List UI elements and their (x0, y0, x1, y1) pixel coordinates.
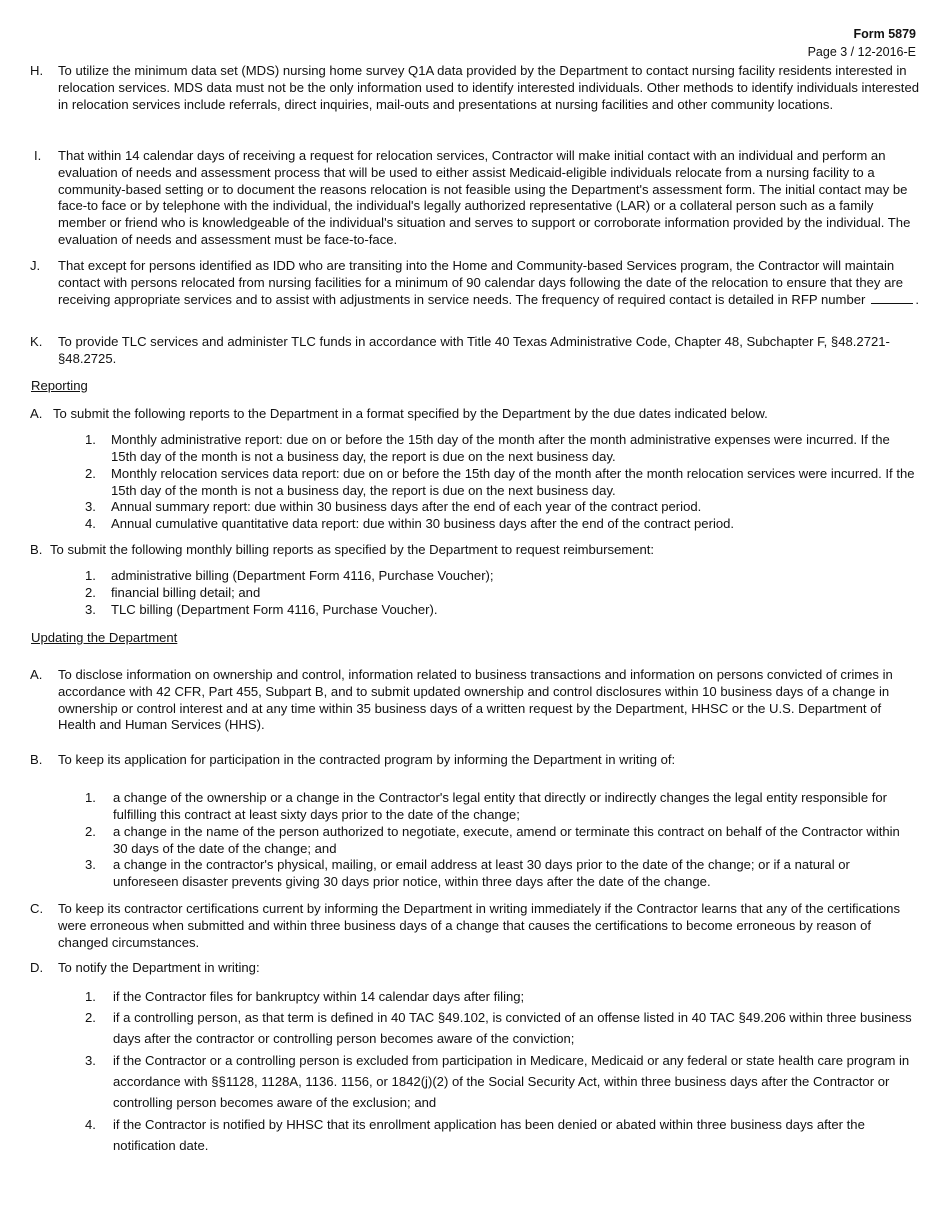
clause-text: That except for persons identified as IDD who are transiting into the Home and Community-based Services program, the Contractor will maintain contact with persons relocated from nursing facilities for a minimum of 90 calendar days following the date of the relocation to ensure that they are receiving appropriate services and to assist with adjustments in service needs. The frequency of required contact is detailed in RFP number (58, 258, 903, 307)
item-text: Annual summary report: due within 30 business days after the end of each year of the contract period. (111, 499, 702, 514)
item-text: administrative billing (Department Form 4116, Purchase Voucher); (111, 568, 494, 583)
reporting-a-item (85, 516, 915, 533)
updating-d-item (85, 986, 917, 1007)
item-number: 3. (85, 1053, 96, 1068)
item-number: 2. (85, 824, 96, 839)
updating-d-item (85, 1007, 917, 1049)
updating-heading: Updating the Department (31, 630, 178, 645)
updating-d-item (85, 1050, 917, 1114)
item-text: if a controlling person, as that term is defined in 40 TAC §49.102, is convicted of an offense listed in 40 TAC §49.206 within three business days after the contractor or controlling person becomes aware of the conviction; (113, 1010, 912, 1047)
item-number: 1. (85, 989, 96, 1004)
clause-label: A. (30, 667, 43, 682)
clause-text: To disclose information on ownership and control, information related to business transactions and information on persons convicted of crimes in accordance with 42 CFR, Part 455, Subpart B, and to submit updated ownership and control disclosures within 10 business days of a change in ownership or control interest and at any time within 35 business days of a written request by the Department, HHSC or the U.S. Department of Health and Human Services (HHS). (58, 667, 893, 733)
item-text: Monthly relocation services data report: due on or before the 15th day of the month after the month relocation services were incurred. If the 15th day of the month is not a business day, the report is due on the next business day. (111, 466, 915, 498)
reporting-b-item (85, 602, 915, 619)
clause-text: To provide TLC services and administer TLC funds in accordance with Title 40 Texas Administrative Code, Chapter 48, Subchapter F, §48.2721-§48.2725. (58, 334, 890, 366)
clause-text: To submit the following reports to the Department in a format specified by the Department by the due dates indicated below. (53, 406, 768, 421)
clause-label: D. (30, 960, 44, 975)
clause-suffix: . (915, 291, 920, 307)
reporting-b-item (85, 568, 915, 585)
item-number: 2. (85, 585, 96, 600)
item-text: financial billing detail; and (111, 585, 261, 600)
item-number: 1. (85, 432, 96, 447)
item-text: Monthly administrative report: due on or before the 15th day of the month after the month administrative expenses were incurred. If the 15th day of the month is not a business day, the report is due on the next business day. (111, 432, 890, 464)
clause-label: K. (30, 334, 43, 349)
reporting-a-item (85, 466, 915, 500)
updating-a (30, 667, 920, 734)
clause-h (30, 63, 920, 113)
updating-b-item (85, 857, 915, 891)
item-text: if the Contractor or a controlling person is excluded from participation in Medicare, Medicaid or any federal or state health care program in accordance with §§1128, 1128A, 1136. 1156, or 1842(j)(2) of the Social Security Act, within three business days after the Contractor or controlling person becomes aware of the exclusion; and (113, 1053, 910, 1111)
clause-text: To keep its contractor certifications current by informing the Department in writing immediately if the Contractor learns that any of the certifications were erroneous when submitted and within three business days of a change that causes the certifications to become erroneous by reason of changed circumstances. (58, 901, 901, 950)
clause-j (30, 258, 920, 308)
item-number: 2. (85, 466, 96, 481)
clause-label: C. (30, 901, 44, 916)
clause-text: That within 14 calendar days of receiving a request for relocation services, Contractor will make initial contact with an individual and perform an evaluation of needs and assessment process that will be used to either assist Medicaid-eligible individuals relocate from a nursing facility to a community-based setting or to document the reasons relocation is not feasible using the Department's assessment form. The initial contact may be face-to face or by telephone with the individual, the individual's legally authorized representative (LAR) or a collateral person such as a family member or friend who is knowledgeable of the individual's situation and serves to support or corroborate information provided by the individual. The evaluation of needs and assessment must be face-to-face. (58, 148, 911, 247)
item-number: 3. (85, 499, 96, 514)
item-text: a change of the ownership or a change in the Contractor's legal entity that directly or indirectly changes the legal entity responsible for fulfilling this contract at least sixty days prior to the date of the change; (113, 790, 888, 822)
item-number: 3. (85, 602, 96, 617)
item-number: 4. (85, 1117, 96, 1132)
clause-text: To submit the following monthly billing reports as specified by the Department to request reimbursement: (50, 542, 655, 557)
reporting-a (30, 406, 920, 423)
item-text: TLC billing (Department Form 4116, Purchase Voucher). (111, 602, 438, 617)
reporting-heading: Reporting (31, 378, 88, 393)
reporting-a-item (85, 432, 915, 466)
item-number: 3. (85, 857, 96, 872)
item-number: 1. (85, 790, 96, 805)
item-text: a change in the name of the person authorized to negotiate, execute, amend or terminate this contract on behalf of the Contractor within 30 days of the date of the change; and (113, 824, 900, 856)
clause-label: H. (30, 63, 44, 78)
reporting-b (30, 542, 920, 559)
clause-label: I. (34, 148, 42, 163)
updating-d (30, 960, 920, 977)
updating-b (30, 752, 920, 769)
reporting-a-item (85, 499, 915, 516)
updating-b-item (85, 790, 915, 824)
reporting-b-item (85, 585, 915, 602)
item-number: 4. (85, 516, 96, 531)
clause-label: J. (30, 258, 41, 273)
updating-b-item (85, 824, 915, 858)
clause-label: B. (30, 752, 43, 767)
page-info: Page 3 / 12-2016-E (807, 45, 916, 59)
clause-text: To notify the Department in writing: (58, 960, 260, 975)
rfp-number-blank (871, 292, 913, 304)
clause-i (30, 148, 920, 249)
updating-c (30, 901, 920, 951)
item-text: a change in the contractor's physical, mailing, or email address at least 30 days prior to the date of the change; or if a natural or unforeseen disaster prevents giving 30 days prior notice, within three days after the date of the change. (113, 857, 850, 889)
item-text: if the Contractor files for bankruptcy within 14 calendar days after filing; (113, 989, 525, 1004)
item-number: 2. (85, 1010, 96, 1025)
clause-label: A. (30, 406, 43, 421)
form-number: Form 5879 (853, 27, 916, 41)
item-text: Annual cumulative quantitative data report: due within 30 business days after the end of the contract period. (111, 516, 735, 531)
clause-text: To keep its application for participation in the contracted program by informing the Department in writing of: (58, 752, 676, 767)
clause-text: To utilize the minimum data set (MDS) nursing home survey Q1A data provided by the Department to contact nursing facility residents interested in relocation services. MDS data must not be the only information used to identify interested individuals. Other methods to identify individuals interested in relocation services include referrals, direct inquiries, mail-outs and presentations at nursing facilities and other community locations. (58, 63, 920, 112)
clause-label: B. (30, 542, 43, 557)
updating-d-item (85, 1114, 917, 1156)
item-text: if the Contractor is notified by HHSC that its enrollment application has been denied or abated within three business days after the notification date. (113, 1117, 865, 1154)
clause-k (30, 334, 920, 368)
item-number: 1. (85, 568, 96, 583)
